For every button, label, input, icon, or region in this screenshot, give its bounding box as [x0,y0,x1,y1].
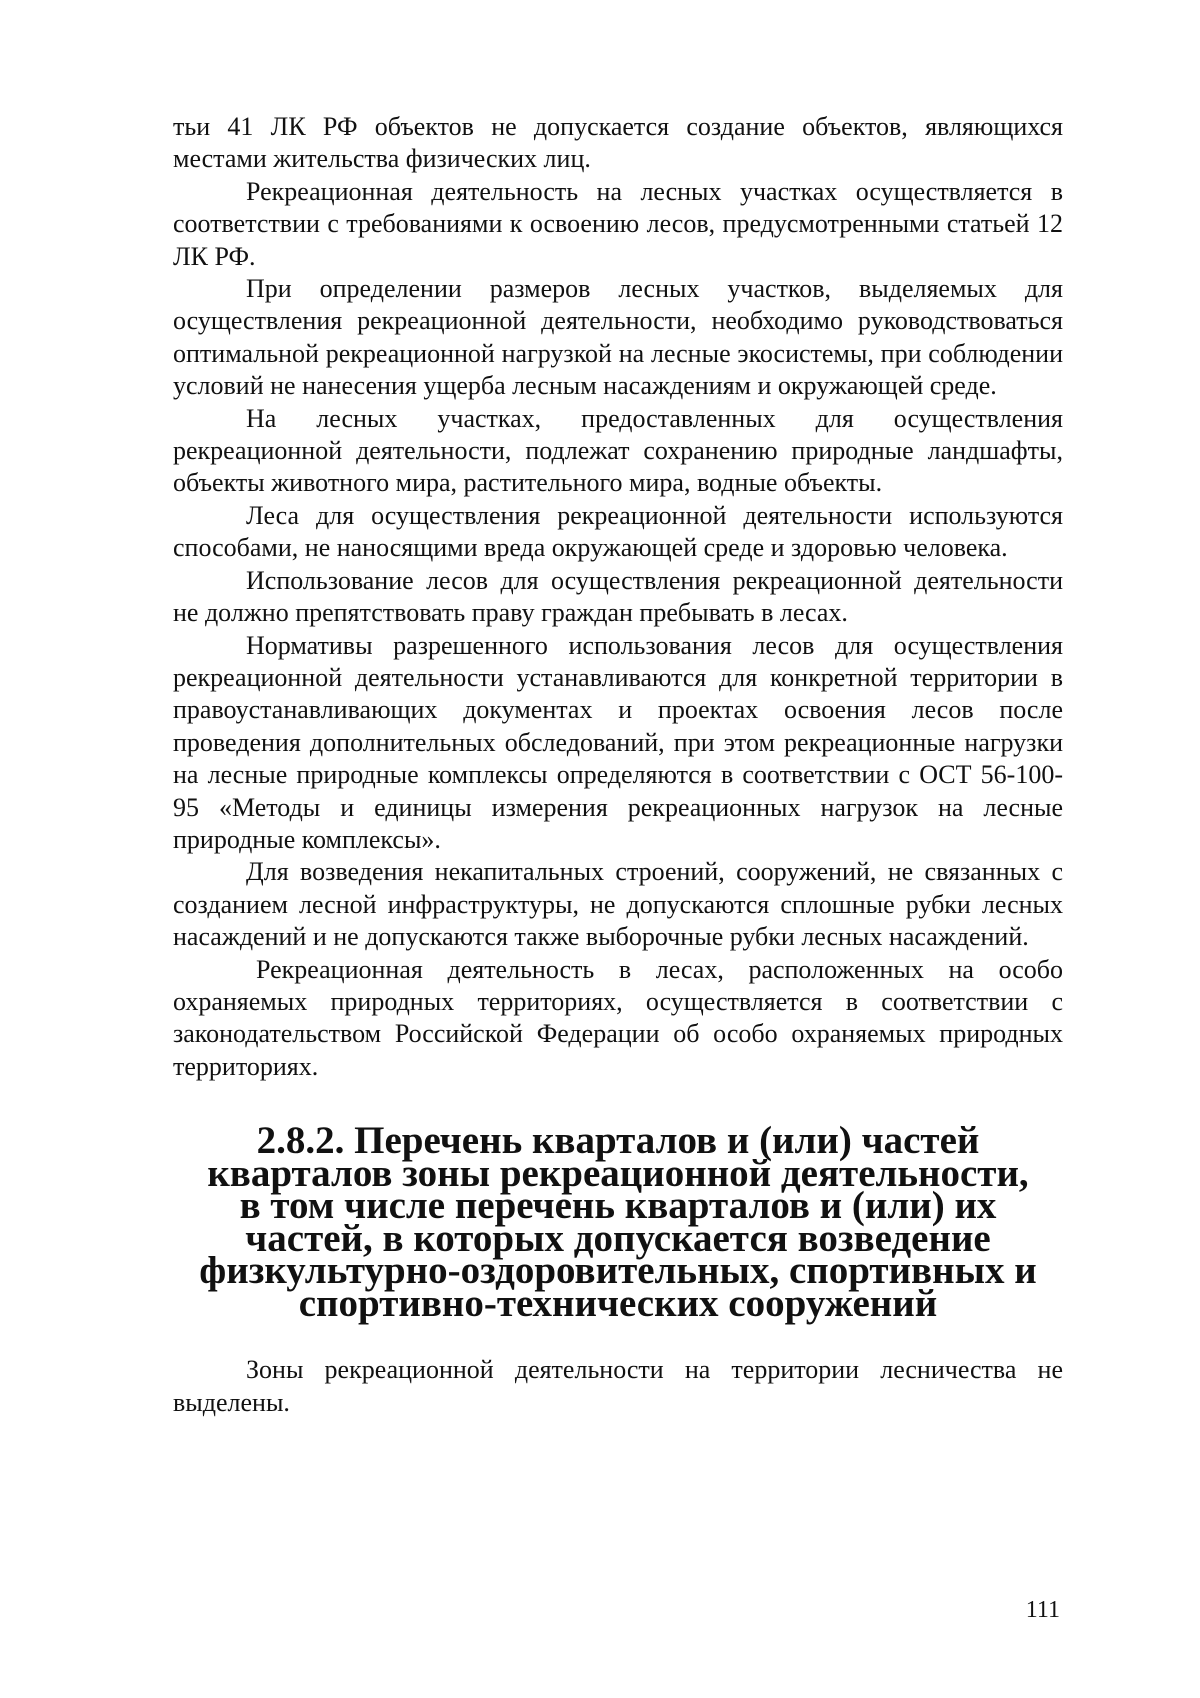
paragraph-1: тьи 41 ЛК РФ объектов не допускается создание объектов, являющихся местами жительства физических лиц. [173,112,1063,174]
page-number: 111 [1025,1597,1060,1623]
paragraph-5: Леса для осуществления рекреационной деятельности используются способами, не наносящими вреда окружающей среде и здоровью человека. [173,500,1063,563]
paragraph-7: Нормативы разрешенного использования лесов для осуществления рекреационной деятельности устанавливаются для конкретной территории в правоустанавливающих документах и проектах освоения лесов после проведения дополнительных обследований, при этом рекреационные нагрузки на лесные природные комплексы определяются в соответствии с ОСТ 56-100-95 «Методы и единицы измерения рекреационных нагрузок на лесные природные комплексы». [173,630,1063,854]
paragraph-2: Рекреационная деятельность на лесных участках осуществляется в соответствии с требованиями к освоению лесов, предусмотренными статьей 12 ЛК РФ. [173,176,1063,271]
document-body [173,111,1063,1419]
section-heading: 2.8.2. Перечень кварталов и (или) частей кварталов зоны рекреационной деятельности, в том числе перечень кварталов и (или) их частей, в которых допускается возведение физкультурно-оздоровительных, спортивных и спортивно-технических сооружений [199,1119,1037,1325]
paragraph-4: На лесных участках, предоставленных для осуществления рекреационной деятельности, подлежат сохранению природные ландшафты, объекты животного мира, растительного мира, водные объекты. [173,403,1063,498]
closing-paragraph: Зоны рекреационной деятельности на территории лесничества не выделены. [173,1355,1063,1417]
paragraph-3: При определении размеров лесных участков, выделяемых для осуществления рекреационной деятельности, необходимо руководствоваться оптимальной рекреационной нагрузкой на лесные экосистемы, при соблюдении условий не нанесения ущерба лесным насаждениям и окружающей среде. [173,274,1063,401]
paragraph-8: Для возведения некапитальных строений, сооружений, не связанных с созданием лесной инфраструктуры, не допускаются сплошные рубки лесных насаждений и не допускаются также выборочные рубки лесных насаждений. [173,857,1063,952]
paragraph-6: Использование лесов для осуществления рекреационной деятельности не должно препятствовать праву граждан пребывать в лесах. [173,565,1063,628]
paragraph-9: Рекреационная деятельность в лесах, расположенных на особо охраняемых природных территориях, осуществляется в соответствии с законодательством Российской Федерации об особо охраняемых природных территориях. [173,954,1063,1081]
